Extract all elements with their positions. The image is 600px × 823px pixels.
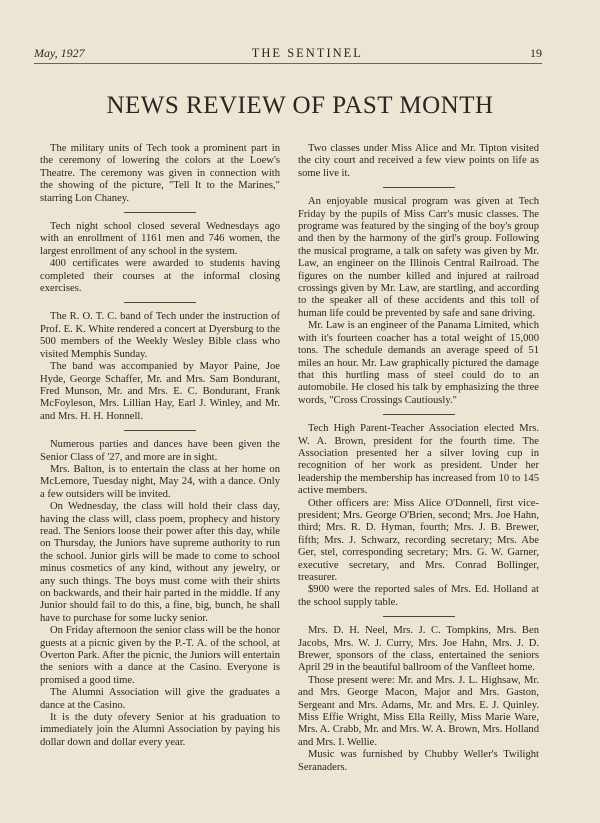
article-musical-program: An enjoyable musical program was given at Tech Friday by the pupils of Miss Carr's music classes. The programe was featured by the singing of the boy's group and then by the harmony of the girl's group. Following the musical programe, a talk on safety was given by Mr. Law, an engineer on the Illinois Central Railroad. The figures on the number killed and injured at railroad crossings given by Mr. Law, are startling, and according to the speaker all of these accidents and this toll of human life could be prevented by safe and sane driving. xyxy=(298,196,539,319)
article-senior-ball-music: Music was furnished by Chubby Weller's Twilight Seranaders. xyxy=(298,749,539,773)
article-rotc-band-guests: The band was accompanied by Mayor Paine, Joe Hyde, George Schaffer, Mr. and Mrs. Sam Bondurant, Fred Munson, Mr. and Mrs. E. C. Bondurant, Frank McFoyleson, Mrs. Lillian Hay, Earl J. Winley, and Mr. and Mrs. H. H. Honnell. xyxy=(40,361,280,422)
right-column xyxy=(298,143,539,774)
left-column xyxy=(40,143,280,749)
separator-rule xyxy=(124,302,196,303)
issue-date: May, 1927 xyxy=(34,46,85,60)
article-musical-program-panama: Mr. Law is an engineer of the Panama Limited, which with it's fourteen coacher has a total weight of 15,000 tons. The schedule demands an average speed of 51 miles an hour. Mr. Law graphically pictured the damage that this hurtling mass of steel could do to an automobile. He closed his talk by emphasizing the three words, "Cross Crossings Cautiously." xyxy=(298,320,539,406)
article-night-school-certificates: 400 certificates were awarded to students having completed their courses at the informal closing exercises. xyxy=(40,258,280,295)
article-pta-sales: $900 were the reported sales of Mrs. Ed. Holland at the school supply table. xyxy=(298,584,539,608)
separator-rule xyxy=(383,187,455,188)
article-rotc-band: The R. O. T. C. band of Tech under the instruction of Prof. E. K. White rendered a concert at Dyersburg to the 500 members of the Weekly Wesley Bible class who visited Memphis Sunday. xyxy=(40,311,280,360)
separator-rule xyxy=(383,616,455,617)
article-city-court: Two classes under Miss Alice and Mr. Tipton visited the city court and received a few view points on life as some live it. xyxy=(298,143,539,179)
article-senior-parties: Numerous parties and dances have been given the Senior Class of '27, and more are in sight. xyxy=(40,439,280,463)
article-pta-officers: Other officers are: Miss Alice O'Donnell, first vice-president; Mrs. George O'Brien, second; Mrs. Joe Hahn, third; Mrs. R. D. Hyman, fourth; Mrs. J. B. Brewer, fifth; Mrs. J. Schwarz, recording secretary; Mrs. Abe Ger, stel, corresponding secretary; Mrs. G. W. Garner, executive secretary, and Mrs. Conrad Bollinger, treasurer. xyxy=(298,497,539,583)
article-senior-ball: Mrs. D. H. Neel, Mrs. J. C. Tompkins, Mrs. Ben Jacobs, Mrs. W. J. Curry, Mrs. Joe Hahn, Mrs. J. D. Brewer, sponsors of the class, entertained the seniors April 29 in the beautiful ballroom of the Vanfleet home. xyxy=(298,625,539,674)
article-senior-parties-balton: Mrs. Balton, is to entertain the class at her home on McLemore, Tuesday night, May 24, with a dance. Only a few outsiders will be invited. xyxy=(40,463,280,500)
article-night-school: Tech night school closed several Wednesdays ago with an enrollment of 1161 men and 746 women, the largest enrollment of any school in the system. xyxy=(40,221,280,257)
header-rule xyxy=(34,63,542,64)
separator-rule xyxy=(124,212,196,213)
separator-rule xyxy=(124,430,196,431)
article-senior-ball-guests: Those present were: Mr. and Mrs. J. L. Highsaw, Mr. and Mrs. George Macon, Major and Mrs. Gaston, Sergeant and Mrs. Adams, Mr. and Mrs. E. J. Quinley. Miss Effie Wright, Miss Ella Reilly, Miss Marie Ware, Mrs. A. Crabb, Mr. and Mrs. W. A. Brown, Mrs. Holland and Mrs. I. Wellie. xyxy=(298,674,540,748)
article-pta-election: Tech High Parent-Teacher Association elected Mrs. W. A. Brown, president for the fourth time. The Association presented her a silver loving cup in recognition of her work as president. Under her leadership the membership has increased from 10 to 145 active members. xyxy=(298,423,539,497)
page-number: 19 xyxy=(530,46,542,60)
page-header xyxy=(34,46,542,61)
article-military-units: The military units of Tech took a prominent part in the ceremony of lowering the colors at the Loew's Theatre. The ceremony was given in connection with the showing of the picture, "Tell It to the Marines," starring Lon Chaney. xyxy=(40,143,280,204)
publication-name: THE SENTINEL xyxy=(251,46,363,60)
article-senior-parties-picnic: On Friday afternoon the senior class will be the honor guests at a picnic given by the P.-T. A. of the school, at Overton Park. After the picnic, the Juniors will entertain the seniors with a dance at the Casino. Everyone is promised a good time. xyxy=(40,625,280,686)
separator-rule xyxy=(383,414,455,415)
article-senior-parties-alumni-duty: It is the duty ofevery Senior at his graduation to immediately join the Alumni Association by paying his dollar down and dollar every year. xyxy=(40,712,280,748)
article-senior-parties-alumni-dance: The Alumni Association will give the graduates a dance at the Casino. xyxy=(40,687,280,711)
page-title: NEWS REVIEW OF PAST MONTH xyxy=(106,92,494,119)
article-senior-parties-class-day: On Wednesday, the class will hold their class day, having the class will, class poem, prophecy and history read. The Seniors loose their power after this day, while on Thursday, the Juniors have supreme authority to run the school. Junior girls will be made to come to school minus cosmetics of any kind, without any jewelry, or any such things. The boys must come with their shirts on backwards, and their hair parted in the middle. If any Junior should fail to do this, a fine, big, bunch, he shall have to purchase for some lucky senior. xyxy=(40,501,280,624)
